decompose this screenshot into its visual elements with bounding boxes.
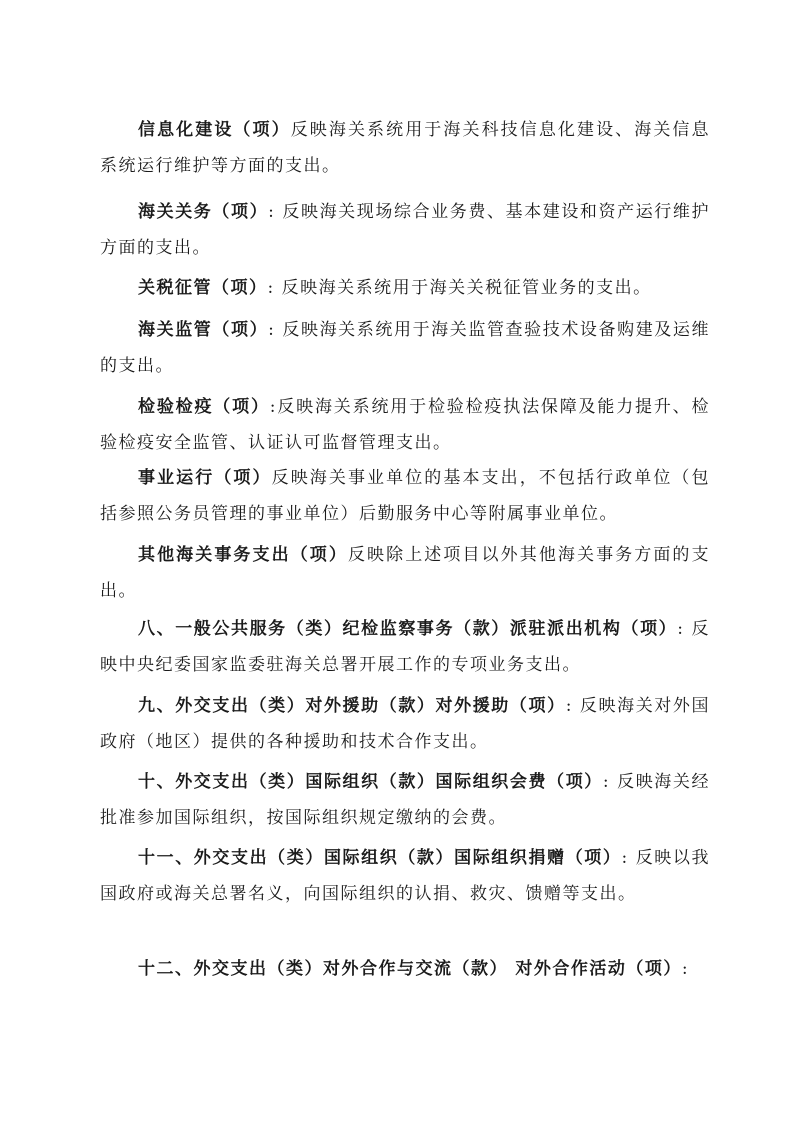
paragraph-text: : 反映以我国政府或海关总署名义，向国际组织的认捐、救灾、馈赠等支出。 (100, 848, 710, 904)
paragraph-customs-supervision (100, 312, 710, 384)
paragraph-text: :反映海关系统用于检验检疫执法保障及能力提升、检验检疫安全监管、认证认可监督管理支出。 (100, 397, 710, 453)
paragraph-lead: 九、外交支出（类）对外援助（款）对外援助（项） (138, 696, 566, 716)
paragraph-item-10 (100, 764, 710, 836)
paragraph-lead: 十一、外交支出（类）国际组织（款）国际组织捐赠（项） (138, 848, 622, 868)
paragraph-text: 反映除上述项目以外其他海关事务方面的支出。 (100, 545, 711, 601)
paragraph-lead: 信息化建设（项） (138, 120, 291, 140)
paragraph-lead: 关税征管（项） (138, 278, 268, 298)
paragraph-lead: 十、外交支出（类）国际组织（款）国际组织会费（项） (138, 772, 603, 792)
paragraph-item-12 (100, 951, 710, 987)
paragraph-lead: 检验检疫（项） (138, 397, 270, 417)
paragraph-text: : 反映海关系统用于海关监管查验技术设备购建及运维的支出。 (100, 320, 710, 376)
paragraph-tariff-collection (100, 270, 710, 306)
paragraph-text: : 反映海关经批准参加国际组织，按国际组织规定缴纳的会费。 (100, 772, 710, 828)
paragraph-lead: 其他海关事务支出（项） (138, 545, 348, 565)
paragraph-other-customs (100, 537, 710, 609)
paragraph-institution-operation (100, 460, 710, 532)
paragraph-text: : 反映海关现场综合业务费、基本建设和资产运行维护方面的支出。 (100, 202, 710, 258)
paragraph-text: : (681, 959, 690, 979)
paragraph-item-9 (100, 688, 710, 760)
paragraph-lead: 十二、外交支出（类）对外合作与交流（款） 对外合作活动（项） (138, 959, 682, 979)
paragraph-lead: 海关监管（项） (138, 320, 269, 340)
paragraph-text: : 反映海关对外国政府（地区）提供的各种援助和技术合作支出。 (100, 696, 711, 752)
paragraph-text: : 反映中央纪委国家监委驻海关总署开展工作的专项业务支出。 (100, 619, 710, 675)
paragraph-text: : 反映海关系统用于海关关税征管业务的支出。 (267, 278, 652, 298)
paragraph-lead: 事业运行（项） (138, 468, 272, 488)
paragraph-item-8 (100, 611, 710, 683)
paragraph-customs-affairs (100, 194, 710, 266)
paragraph-lead: 八、一般公共服务（类）纪检监察事务（款）派驻派出机构（项） (138, 619, 678, 639)
paragraph-inspection-quarantine (100, 389, 710, 461)
paragraph-item-11 (100, 840, 710, 912)
paragraph-text: 反映海关事业单位的基本支出，不包括行政单位（包括参照公务员管理的事业单位）后勤服务中心等附属事业单位。 (100, 468, 711, 524)
paragraph-lead: 海关关务（项） (138, 202, 269, 222)
paragraph-information-construction (100, 112, 710, 184)
paragraph-text: 反映海关系统用于海关科技信息化建设、海关信息系统运行维护等方面的支出。 (100, 120, 711, 176)
